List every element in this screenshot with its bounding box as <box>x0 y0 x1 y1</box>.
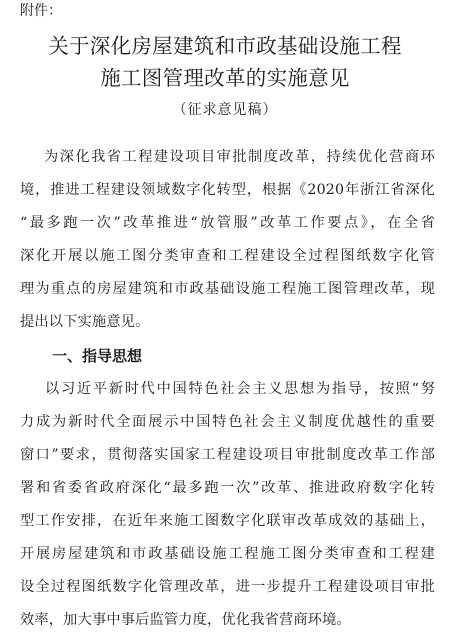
attachment-label: 附件： <box>20 3 62 19</box>
intro-line: 境，推进工程建设领域数字化转型，根据《2020年浙江省深化 <box>20 182 435 198</box>
document-title-line-1: 关于深化房屋建筑和市政基础设施工程 <box>48 34 402 58</box>
section-line: 型工作安排，在近年来施工图数字化联审改革成效的基础上， <box>20 513 435 529</box>
section-line: 窗口”要求，贯彻落实国家工程建设项目审批制度改革工作部 <box>20 447 435 463</box>
section-line: 力成为新时代全面展示中国特色社会主义制度优越性的重要 <box>20 414 435 430</box>
section-line: 以习近平新时代中国特色社会主义思想为指导，按照“努 <box>20 381 435 397</box>
section-line: 设全过程图纸数字化管理改革，进一步提升工程建设项目审批 <box>20 579 435 595</box>
intro-line: 为深化我省工程建设项目审批制度改革，持续优化营商环 <box>20 149 435 165</box>
section-line: 效率，加大事中事后监管力度，优化我省营商环境。 <box>20 612 351 628</box>
document-title-line-2: 施工图管理改革的实施意见 <box>100 66 350 90</box>
section-heading: 一、指导思想 <box>52 347 143 365</box>
intro-line: 深化开展以施工图分类审查和工程建设全过程图纸数字化管 <box>20 248 435 264</box>
section-line: 开展房屋建筑和市政基础设施工程施工图分类审查和工程建 <box>20 546 435 562</box>
section-line: 署和省委省政府深化“最多跑一次”改革、推进政府数字化转 <box>20 480 435 496</box>
intro-line: “最多跑一次”改革推进“放管服”改革工作要点》，在全省 <box>20 215 435 231</box>
intro-line: 提出以下实施意见。 <box>20 314 150 330</box>
draft-subtitle: （征求意见稿） <box>172 102 278 118</box>
intro-line: 理为重点的房屋建筑和市政基础设施工程施工图管理改革，现 <box>20 281 435 297</box>
